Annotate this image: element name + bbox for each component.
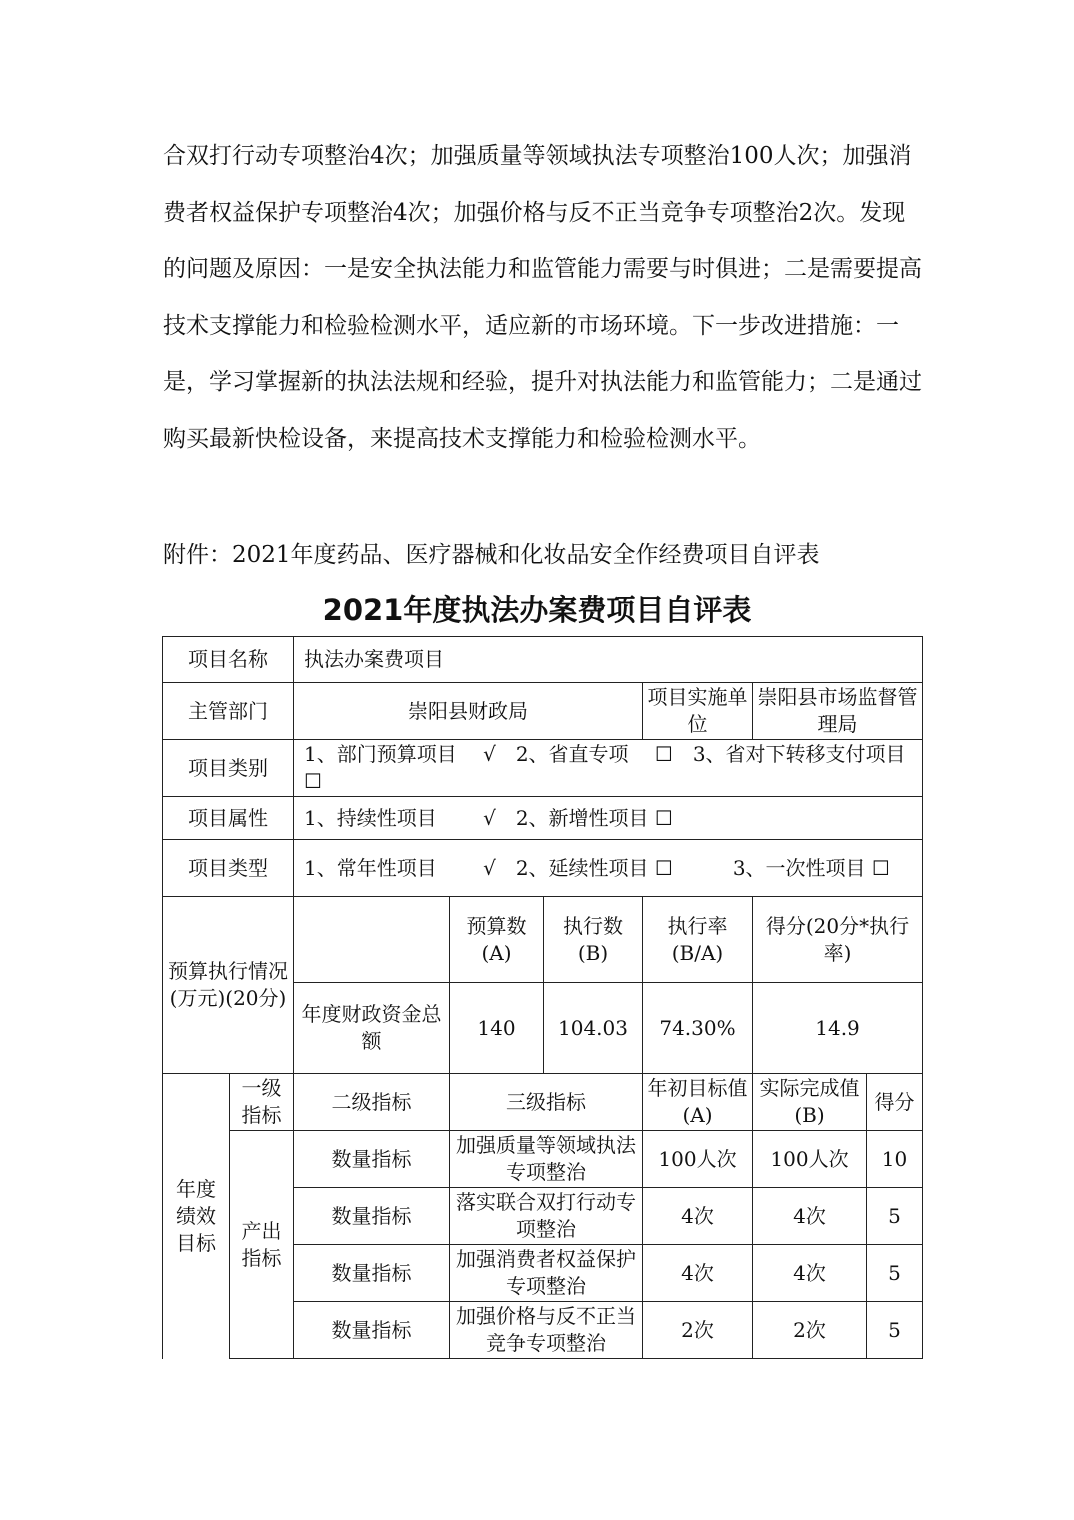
dept-value: 崇阳县财政局 <box>294 683 643 740</box>
points-cell: 5 <box>867 1302 923 1359</box>
category-value: 1、部门预算项目 √ 2、省直专项 ☐ 3、省对下转移支付项目 ☐ <box>294 740 923 797</box>
lvl1-header: 一级指标 <box>230 1074 294 1131</box>
budget-label: 预算执行情况 (万元)(20分) <box>163 897 294 1074</box>
actual-header: 实际完成值(B) <box>753 1074 867 1131</box>
category-label: 项目类别 <box>163 740 294 797</box>
lvl2-cell: 数量指标 <box>294 1245 450 1302</box>
lvl2-cell: 数量指标 <box>294 1131 450 1188</box>
lvl3-cell: 加强消费者权益保护专项整治 <box>450 1245 643 1302</box>
body-paragraph: 合双打行动专项整治4次；加强质量等领域执法专项整治100人次；加强消费者权益保护专项整治4次；加强价格与反不正当竞争专项整治2次。发现的问题及原因：一是安全执法能力和监管能力需要与时俱进；二是需要提高技术支撑能力和检验检测水平，适应新的市场环境。下一步改进措施：一是，学习掌握新的执法法规和经验，提升对执法能力和监管能力；二是通过购买最新快检设备，来提高技术支撑能力和检验检测水平。 <box>163 143 922 452</box>
impl-unit-value: 崇阳县市场监督管理局 <box>753 683 923 740</box>
points-cell: 5 <box>867 1245 923 1302</box>
target-cell: 4次 <box>643 1245 753 1302</box>
dept-label: 主管部门 <box>163 683 294 740</box>
attr-value: 1、持续性项目 √ 2、新增性项目 ☐ <box>294 797 923 840</box>
lvl2-cell: 数量指标 <box>294 1188 450 1245</box>
target-cell: 2次 <box>643 1302 753 1359</box>
project-name-value: 执法办案费项目 <box>294 637 923 683</box>
actual-cell: 100人次 <box>753 1131 867 1188</box>
attr-label: 项目属性 <box>163 797 294 840</box>
lvl2-cell: 数量指标 <box>294 1302 450 1359</box>
target-cell: 100人次 <box>643 1131 753 1188</box>
budget-blank-header <box>294 897 450 983</box>
lvl2-header: 二级指标 <box>294 1074 450 1131</box>
output-label: 产出指标 <box>230 1131 294 1359</box>
lvl3-cell: 落实联合双打行动专项整治 <box>450 1188 643 1245</box>
type-label: 项目类型 <box>163 840 294 897</box>
fund-score: 14.9 <box>753 983 923 1074</box>
type-value: 1、常年性项目 √ 2、延续性项目 ☐ 3、一次性项目 ☐ <box>294 840 923 897</box>
rate-header: 执行率(B/A) <box>643 897 753 983</box>
lvl3-cell: 加强质量等领域执法专项整治 <box>450 1131 643 1188</box>
fund-b: 104.03 <box>544 983 643 1074</box>
budget-b-header: 执行数(B) <box>544 897 643 983</box>
target-header: 年初目标值(A) <box>643 1074 753 1131</box>
perf-label: 年度绩效目标 <box>163 1074 230 1359</box>
fund-a: 140 <box>450 983 544 1074</box>
lvl3-cell: 加强价格与反不正当竞争专项整治 <box>450 1302 643 1359</box>
actual-cell: 4次 <box>753 1188 867 1245</box>
target-cell: 4次 <box>643 1188 753 1245</box>
points-cell: 10 <box>867 1131 923 1188</box>
actual-cell: 4次 <box>753 1245 867 1302</box>
attachment-line: 附件：2021年度药品、医疗器械和化妆品安全作经费项目自评表 <box>163 542 820 568</box>
points-header: 得分 <box>867 1074 923 1131</box>
fund-label: 年度财政资金总额 <box>294 983 450 1074</box>
budget-a-header: 预算数(A) <box>450 897 544 983</box>
self-evaluation-table <box>162 636 923 1359</box>
lvl3-header: 三级指标 <box>450 1074 643 1131</box>
project-name-label: 项目名称 <box>163 637 294 683</box>
table-title: 2021年度执法办案费项目自评表 <box>322 593 752 627</box>
points-cell: 5 <box>867 1188 923 1245</box>
table-row <box>163 1131 923 1188</box>
fund-rate: 74.30% <box>643 983 753 1074</box>
actual-cell: 2次 <box>753 1302 867 1359</box>
impl-unit-label: 项目实施单位 <box>643 683 753 740</box>
score-header: 得分(20分*执行率) <box>753 897 923 983</box>
